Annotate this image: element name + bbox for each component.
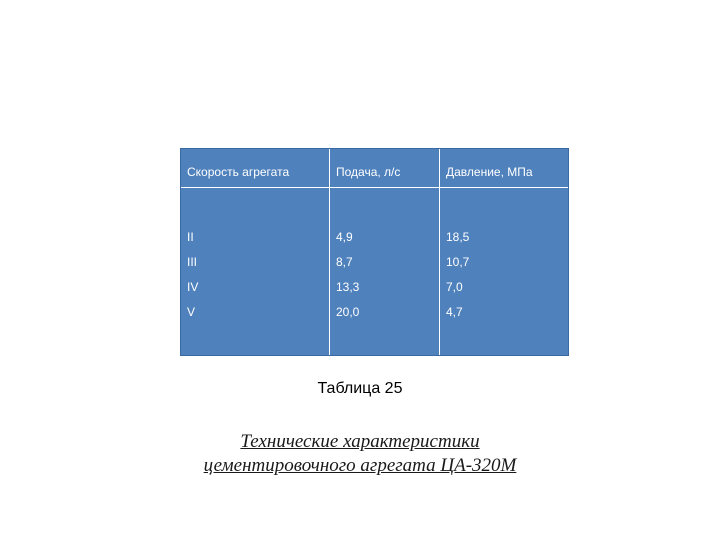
header-divider [181,187,568,188]
table-cell: 10,7 [446,255,470,269]
table-cell: IV [187,280,199,294]
table-cell: 18,5 [446,230,470,244]
table-cell: 20,0 [336,305,360,319]
table-cell: III [187,255,198,269]
table-cell: 8,7 [336,255,353,269]
column-divider [439,149,440,355]
table-cell: II [187,230,194,244]
table-cell: 7,0 [446,280,463,294]
table-cell: V [187,305,196,319]
specifications-table [180,148,569,356]
header-cell-speed: Скорость агрегата [187,165,290,179]
table-title [0,430,720,478]
table-cell: 4,7 [446,305,463,319]
header-cell-flow: Подача, л/с [336,165,401,179]
table-cell: 13,3 [336,280,360,294]
header-cell-pressure: Давление, МПа [446,165,533,179]
table-title-line-1: Технические характеристики [240,431,480,452]
table-title-line-2: цементировочного агрегата ЦА-320М [203,455,517,476]
table-number-caption: Таблица 25 [317,380,403,397]
table-cell: 4,9 [336,230,353,244]
column-divider [329,149,330,355]
